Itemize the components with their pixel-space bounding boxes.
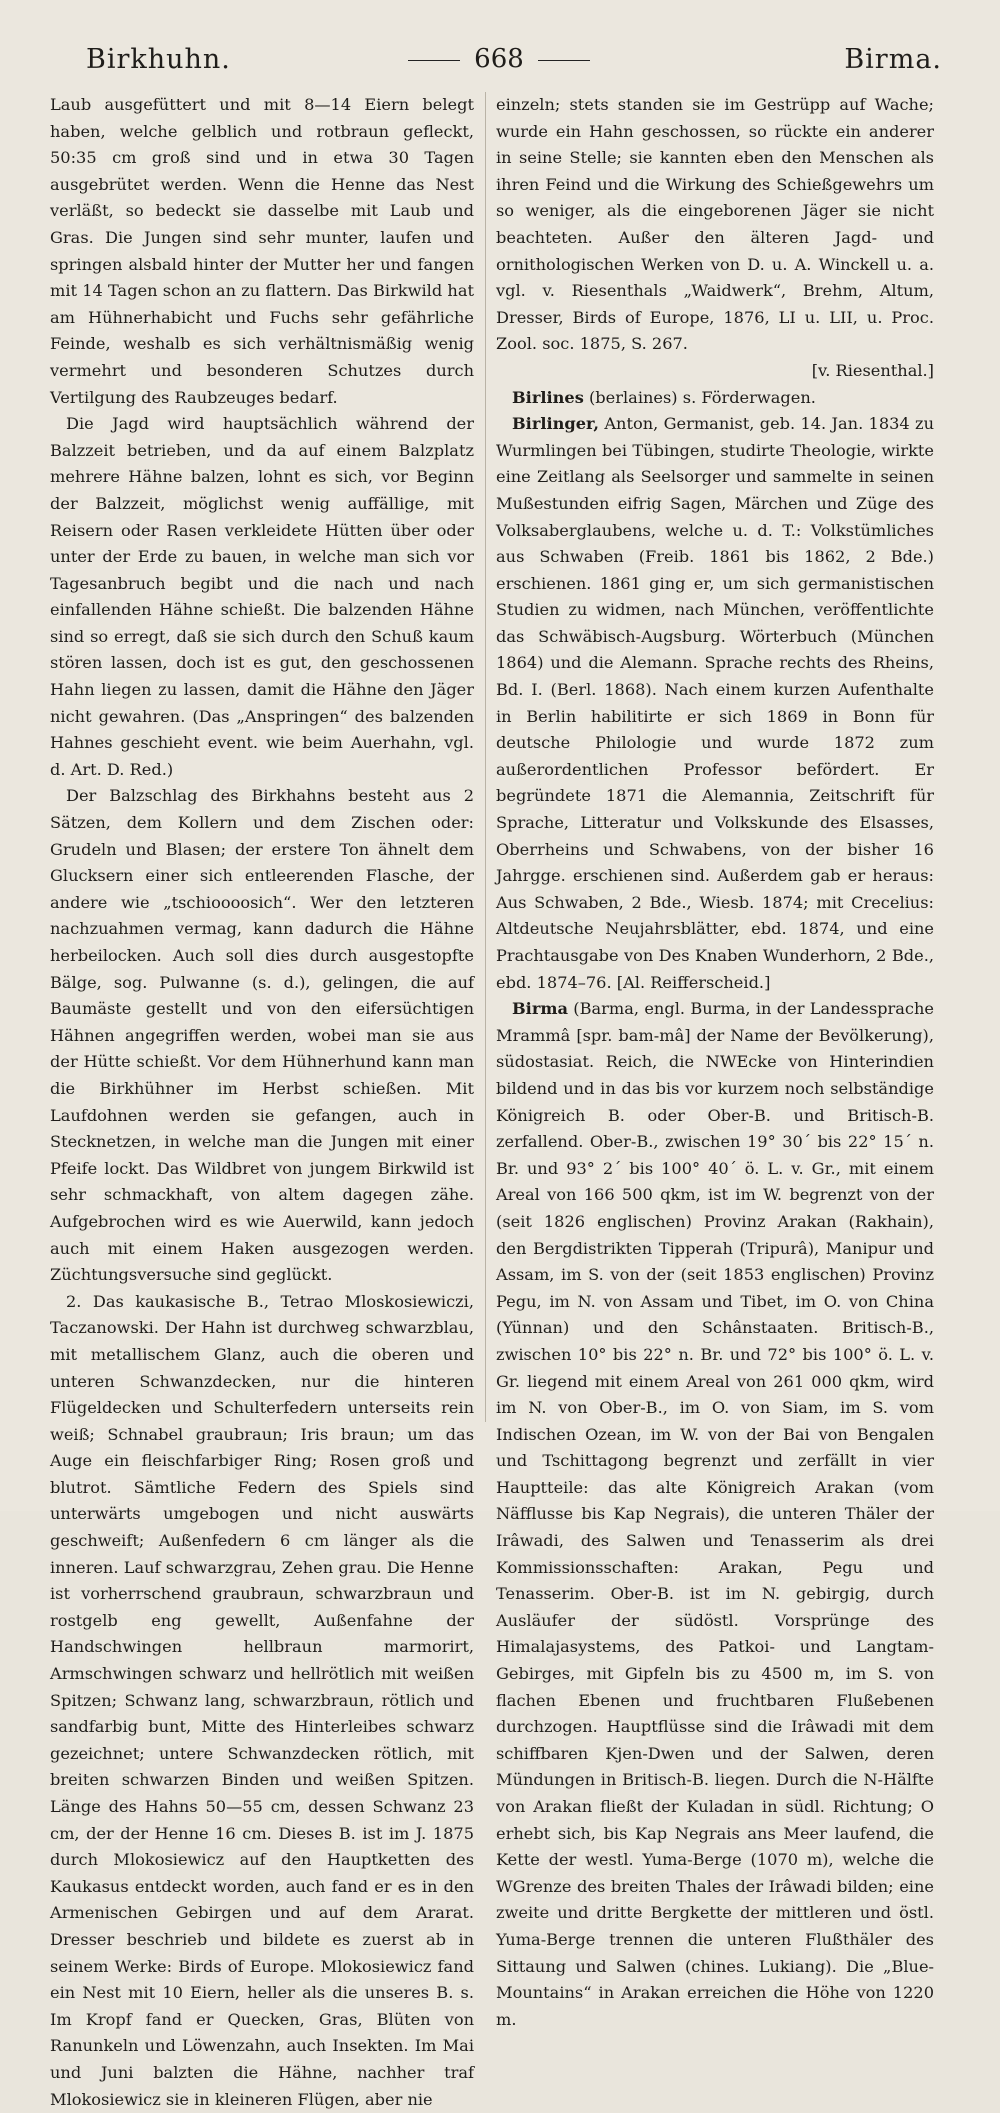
headword: Birma — [512, 999, 568, 1019]
entry-birma — [496, 996, 934, 2033]
running-head-left: Birkhuhn. — [86, 44, 231, 75]
entry-text: (Barma, engl. Burma, in der Landessprache Mrammâ [spr. bam-mâ] der Name der Bevölkerung), südostasiat. Reich, die NWEcke von Hinterindien bildend und in das bis vor kurzem noch selbständige Königreich B. oder Ober-B. und Britisch-B. zerfallend. Ober-B., zwischen 19° 30´ bis 22° 15´ n. Br. und 93° 2´ bis 100° 40´ ö. L. v. Gr., mit einem Areal von 166 500 qkm, ist im W. begrenzt von der (seit 1826 englischen) Provinz Arakan (Rakhain), den Bergdistrikten Tipperah (Tripurâ), Manipur und Assam, im S. von der (seit 1853 englischen) Provinz Pegu, im N. von Assam und Tibet, im O. von China (Yünnan) und den Schânstaaten. Britisch-B., zwischen 10° bis 22° n. Br. und 72° bis 100° ö. L. v. Gr. liegend mit einem Areal von 261 000 qkm, wird im N. von Ober-B., im O. von Siam, im S. vom Indischen Ozean, im W. von der Bai von Bengalen und Tschittagong begrenzt und zerfällt in vier Hauptteile: das alte Königreich Arakan (vom Näfflusse bis Kap Negrais), die unteren Thäler der Irâwadi, des Salwen und Tenasserim als drei Kommissionsschaften: Arakan, Pegu und Tenasserim. Ober-B. ist im N. gebirgig, durch Ausläufer der südöstl. Vorsprünge des Himalajasystems, des Patkoi- und Langtam-Gebirges, mit Gipfeln bis zu 4500 m, im S. von flachen Ebenen und fruchtbaren Flußebenen durchzogen. Hauptflüsse sind die Irâwadi mit dem schiffbaren Kjen-Dwen und der Salwen, deren Mündungen in Britisch-B. liegen. Durch die N-Hälfte von Arakan fließt der Kuladan in südl. Richtung; O erhebt sich, bis Kap Negrais ans Meer laufend, die Kette der westl. Yuma-Berge (1070 m), welche die WGrenze des breiten Thales der Irâwadi bilden; eine zweite und dritte Bergkette der mittleren und östl. Yuma-Berge trennen die unteren Flußthäler des Sittaung und Salwen (chines. Lukiang). Die „Blue-Mountains“ in Arakan erreichen die Höhe von 1220 m. — [496, 999, 934, 2029]
paragraph: Der Balzschlag des Birkhahns besteht aus 2 Sätzen, dem Kollern und dem Zischen oder: Grudeln und Blasen; der erstere Ton ähnelt dem Glucksern einer sich entleerenden Flasche, der andere wie „tschioooosich“. Wer den letzteren nachzuahmen vermag, kann dadurch die Hähne herbeilocken. Auch soll dies durch ausgestopfte Bälge, sog. Pulwanne (s. d.), gelingen, die auf Baumäste gestellt und von den eifersüchtigen Hähnen angegriffen werden, wobei man sie aus der Hütte schießt. Vor dem Hühnerhund kann man die Birkhühner im Herbst schießen. Mit Laufdohnen werden sie gefangen, auch in Stecknetzen, in welche man die Jungen mit einer Pfeife lockt. Das Wildbret von jungem Birkwild ist sehr schmackhaft, von altem dagegen zähe. Aufgebrochen wird es wie Auerwild, kann jedoch auch mit einem Haken ausgezogen werden. Züchtungsversuche sind geglückt. — [50, 786, 474, 1285]
page-header — [56, 44, 942, 84]
headword: Birlinger, — [512, 414, 600, 434]
headword: Birlines — [512, 387, 584, 407]
entry-text: Anton, Germanist, geb. 14. Jan. 1834 zu Wurmlingen bei Tübingen, studirte Theologie, wirkte eine Zeitlang als Seelsorger und sammelte in seinen Mußestunden eifrig Sagen, Märchen und Züge des Volksaberglaubens, welche u. d. T.: Volkstümliches aus Schwaben (Freib. 1861 bis 1862, 2 Bde.) erschienen. 1861 ging er, um sich germanistischen Studien zu widmen, nach München, veröffentlichte das Schwäbisch-Augsburg. Wörterbuch (München 1864) und die Alemann. Sprache rechts des Rheins, Bd. I. (Berl. 1868). Nach einem kurzen Aufenthalte in Berlin habilitirte er sich 1869 in Bonn für deutsche Philologie und wurde 1872 zum außerordentlichen Professor befördert. Er begründete 1871 die Alemannia, Zeitschrift für Sprache, Litteratur und Volkskunde des Elsasses, Oberrheins und Schwabens, von der bisher 16 Jahrgge. erschienen sind. Außerdem gab er heraus: Aus Schwaben, 2 Bde., Wiesb. 1874; mit Crecelius: Altdeutsche Neujahrsblätter, ebd. 1874, und eine Prachtausgabe von Des Knaben Wunderhorn, 2 Bde., ebd. 1874–76. [Al. Reifferscheid.] — [496, 414, 934, 992]
page-number: 668 — [474, 44, 524, 74]
column-divider — [485, 92, 486, 1422]
paragraph: Laub ausgefüttert und mit 8—14 Eiern belegt haben, welche gelblich und rotbraun gefleckt, 50:35 cm groß sind und in etwa 30 Tagen ausgebrütet werden. Wenn die Henne das Nest verläßt, so bedeckt sie dasselbe mit Laub und Gras. Die Jungen sind sehr munter, laufen und springen alsbald hinter der Mutter her und fangen mit 14 Tagen schon an zu flattern. Das Birkwild hat am Hühnerhabicht und Fuchs sehr gefährliche Feinde, weshalb es sich verhältnismäßig wenig vermehrt und besonderen Schutzes durch Vertilgung des Raubzeuges bedarf. — [50, 95, 474, 407]
running-head-right: Birma. — [844, 44, 942, 75]
entry-text: (berlaines) s. Förderwagen. — [583, 387, 816, 407]
entry-birlinger — [496, 411, 934, 996]
paragraph: einzeln; stets standen sie im Gestrüpp auf Wache; wurde ein Hahn geschossen, so rückte ein anderer in seine Stelle; sie kannten eben den Menschen als ihren Feind und die Wirkung des Schießgewehrs um so weniger, als die eingeborenen Jäger sie nicht beachteten. Außer den älteren Jagd- und ornithologischen Werken von D. u. A. Winckell u. a. vgl. v. Riesenthals „Waidwerk“, Brehm, Altum, Dresser, Birds of Europe, 1876, LI u. LII, u. Proc. Zool. soc. 1875, S. 267. — [496, 95, 934, 354]
paragraph: 2. Das kaukasische B., Tetrao Mloskosiewiczi, Taczanowski. Der Hahn ist durchweg schwarzblau, mit metallischem Glanz, auch die oberen und unteren Schwanzdecken, nur die hinteren Flügeldecken und Schulterfedern unterseits rein weiß; Schnabel graubraun; Iris braun; um das Auge ein fleischfarbiger Ring; Rosen groß und blutrot. Sämtliche Federn des Spiels sind unterwärts umgebogen und nicht auswärts geschweift; Außenfedern 6 cm länger als die inneren. Lauf schwarzgrau, Zehen grau. Die Henne ist vorherrschend graubraun, schwarzbraun und rostgelb eng gewellt, Außenfahne der Handschwingen hellbraun marmorirt, Armschwingen schwarz und hellrötlich mit weißen Spitzen; Schwanz lang, schwarzbraun, rötlich und sandfarbig bunt, Mitte des Hinterleibes schwarz gezeichnet; untere Schwanzdecken rötlich, mit breiten schwarzen Binden und weißen Spitzen. Länge des Hahns 50—55 cm, dessen Schwanz 23 cm, der der Henne 16 cm. Dieses B. ist im J. 1875 durch Mlokosiewicz auf den Hauptketten des Kaukasus entdeckt worden, auch fand er es in den Armenischen Gebirgen und auf dem Ararat. Dresser beschrieb und bildete es zuerst ab in seinem Werke: Birds of Europe. Mlokosiewicz fand ein Nest mit 10 Eiern, heller als die unseres B. s. Im Kropf fand er Quecken, Gras, Blüten von Ranunkeln und Löwenzahn, auch Insekten. Im Mai und Juni balzten die Hähne, nachher traf Mlokosiewicz sie in kleineren Flügen, aber nie — [50, 1291, 474, 2109]
page-number-block — [56, 44, 942, 74]
left-column — [50, 92, 474, 2113]
header-rule-right — [538, 60, 590, 61]
header-rule-left — [408, 60, 460, 61]
right-column — [496, 92, 934, 2033]
author-signature: [v. Riesenthal.] — [811, 360, 934, 380]
paragraph: Die Jagd wird hauptsächlich während der Balzzeit betrieben, und da auf einem Balzplatz mehrere Hähne balzen, lohnt es sich, vor Beginn der Balzzeit, möglichst wenig auffällige, mit Reisern oder Rasen verkleidete Hütten über oder unter der Erde zu bauen, in welche man sich vor Tagesanbruch begibt und die nach und nach einfallenden Hähne schießt. Die balzenden Hähne sind so erregt, daß sie sich durch den Schuß kaum stören lassen, doch ist es gut, den geschossenen Hahn liegen zu lassen, damit die Hähne den Jäger nicht gewahren. (Das „Anspringen“ des balzenden Hahnes geschieht event. wie beim Auerhahn, vgl. d. Art. D. Red.) — [50, 414, 474, 779]
entry-birlines — [496, 385, 934, 412]
